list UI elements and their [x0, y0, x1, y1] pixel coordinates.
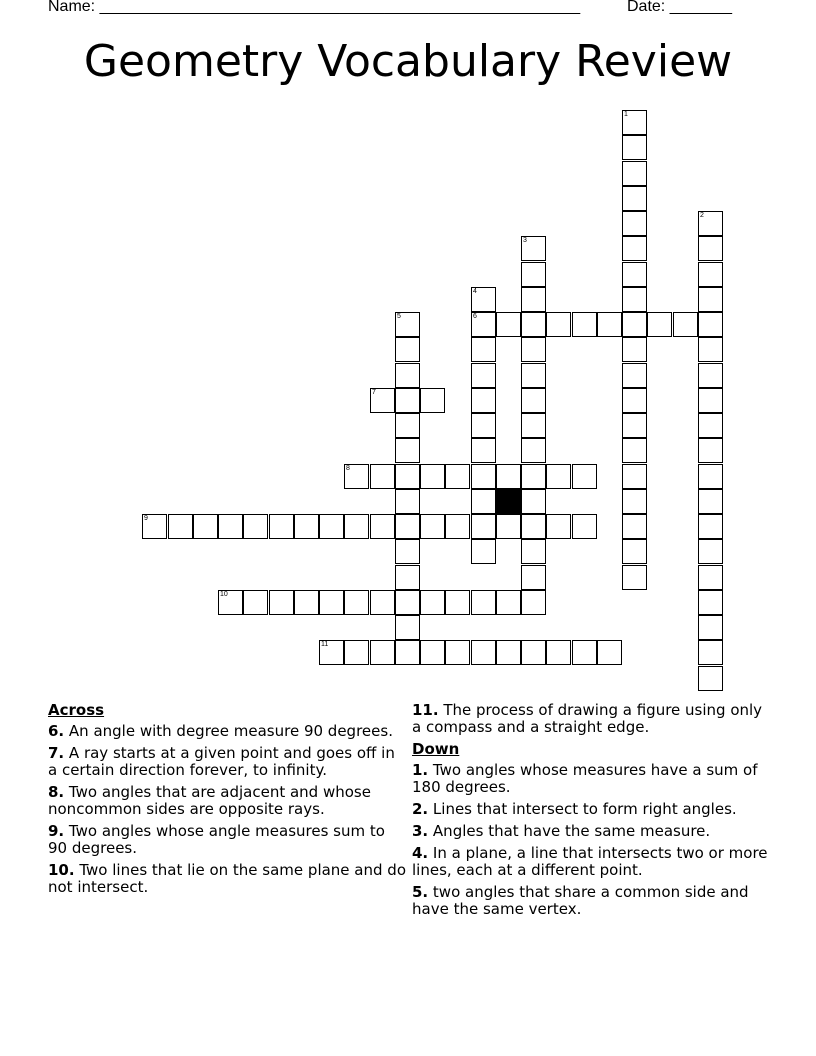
crossword-cell[interactable]: [622, 287, 647, 312]
crossword-cell[interactable]: [572, 464, 597, 489]
across-heading: Across: [48, 701, 105, 719]
name-field[interactable]: Name: ______________________________________________________: [48, 0, 581, 15]
crossword-cell[interactable]: [698, 438, 723, 463]
clue-text: The process of drawing a figure using only a compass and a straight edge.: [412, 701, 763, 736]
crossword-cell[interactable]: [269, 514, 294, 539]
crossword-cell[interactable]: [395, 565, 420, 590]
clue-down-5: [412, 884, 772, 918]
crossword-cell[interactable]: [420, 388, 445, 413]
clue-number: 3.: [412, 822, 429, 840]
crossword-cell[interactable]: [319, 590, 344, 615]
crossword-cell[interactable]: [269, 590, 294, 615]
crossword-cell[interactable]: [622, 161, 647, 186]
crossword-cell[interactable]: [622, 211, 647, 236]
clue-number: 7.: [48, 744, 65, 762]
crossword-cell[interactable]: [471, 287, 496, 312]
crossword-cell[interactable]: [521, 590, 546, 615]
crossword-cell[interactable]: [521, 464, 546, 489]
cell-number: 2: [700, 212, 704, 219]
crossword-cell[interactable]: [597, 312, 622, 337]
clues-left-column: [48, 702, 408, 901]
crossword-cell[interactable]: [319, 640, 344, 665]
crossword-cell[interactable]: [395, 464, 420, 489]
crossword-cell[interactable]: [344, 640, 369, 665]
crossword-cell[interactable]: [344, 464, 369, 489]
crossword-cell[interactable]: [218, 514, 243, 539]
crossword-cell[interactable]: [420, 464, 445, 489]
crossword-cell[interactable]: [420, 514, 445, 539]
crossword-cell[interactable]: [622, 363, 647, 388]
clue-text: In a plane, a line that intersects two or more lines, each at a different point.: [412, 844, 768, 879]
crossword-cell[interactable]: [622, 236, 647, 261]
clue-across-9: [48, 823, 408, 857]
crossword-cell[interactable]: [521, 514, 546, 539]
crossword-cell[interactable]: [420, 590, 445, 615]
crossword-cell[interactable]: [294, 514, 319, 539]
crossword-cell[interactable]: [395, 539, 420, 564]
crossword-cell[interactable]: [319, 514, 344, 539]
crossword-cell[interactable]: [370, 590, 395, 615]
clue-text: Two lines that lie on the same plane and do not intersect.: [48, 861, 406, 896]
crossword-cell[interactable]: [395, 363, 420, 388]
crossword-cell[interactable]: [168, 514, 193, 539]
crossword-cell[interactable]: [496, 640, 521, 665]
crossword-cell[interactable]: [471, 514, 496, 539]
crossword-cell[interactable]: [622, 388, 647, 413]
down-heading: Down: [412, 740, 460, 758]
crossword-cell[interactable]: [471, 590, 496, 615]
crossword-cell[interactable]: [521, 565, 546, 590]
crossword-cell[interactable]: [572, 640, 597, 665]
crossword-cell[interactable]: [698, 565, 723, 590]
clue-down-4: [412, 845, 772, 879]
crossword-cell[interactable]: [698, 539, 723, 564]
crossword-cell[interactable]: [622, 110, 647, 135]
crossword-cell[interactable]: [395, 514, 420, 539]
crossword-cell[interactable]: [294, 590, 319, 615]
crossword-cell[interactable]: [445, 464, 470, 489]
crossword-cell[interactable]: [622, 413, 647, 438]
cell-number: 11: [321, 641, 329, 648]
crossword-cell[interactable]: [395, 312, 420, 337]
crossword-cell[interactable]: [572, 312, 597, 337]
cell-number: 8: [346, 465, 350, 472]
crossword-cell[interactable]: [370, 464, 395, 489]
clue-down-3: [412, 823, 772, 840]
crossword-cell[interactable]: [622, 514, 647, 539]
clue-across-10: [48, 862, 408, 896]
crossword-cell[interactable]: [521, 363, 546, 388]
crossword-cell[interactable]: [471, 312, 496, 337]
crossword-cell[interactable]: [496, 312, 521, 337]
crossword-cell[interactable]: [521, 337, 546, 362]
crossword-cell[interactable]: [622, 262, 647, 287]
crossword-cell[interactable]: [395, 337, 420, 362]
crossword-cell[interactable]: [597, 640, 622, 665]
crossword-cell[interactable]: [698, 211, 723, 236]
clue-text: An angle with degree measure 90 degrees.: [68, 722, 393, 740]
crossword-cell[interactable]: [395, 438, 420, 463]
clue-across-8: [48, 784, 408, 818]
cell-number: 4: [473, 288, 477, 295]
crossword-cell[interactable]: [471, 464, 496, 489]
crossword-cell[interactable]: [572, 514, 597, 539]
crossword-cell[interactable]: [698, 388, 723, 413]
cell-number: 5: [397, 313, 401, 320]
crossword-cell[interactable]: [445, 590, 470, 615]
crossword-cell[interactable]: [647, 312, 672, 337]
crossword-cell[interactable]: [496, 514, 521, 539]
clue-number: 2.: [412, 800, 429, 818]
clue-number: 8.: [48, 783, 65, 801]
clue-number: 4.: [412, 844, 429, 862]
crossword-cell[interactable]: [243, 514, 268, 539]
crossword-black-cell: [496, 489, 521, 514]
crossword-cell[interactable]: [698, 666, 723, 691]
crossword-cell[interactable]: [471, 337, 496, 362]
crossword-cell[interactable]: [698, 287, 723, 312]
crossword-cell[interactable]: [471, 388, 496, 413]
crossword-cell[interactable]: [698, 590, 723, 615]
crossword-cell[interactable]: [344, 590, 369, 615]
crossword-cell[interactable]: [698, 615, 723, 640]
clue-number: 5.: [412, 883, 429, 901]
crossword-cell[interactable]: [445, 514, 470, 539]
crossword-cell[interactable]: [521, 413, 546, 438]
cell-number: 9: [144, 515, 148, 522]
cell-number: 10: [220, 591, 228, 598]
crossword-cell[interactable]: [471, 640, 496, 665]
crossword-cell[interactable]: [395, 640, 420, 665]
crossword-cell[interactable]: [546, 312, 571, 337]
crossword-cell[interactable]: [395, 615, 420, 640]
crossword-cell[interactable]: [622, 539, 647, 564]
clue-number: 10.: [48, 861, 75, 879]
crossword-cell[interactable]: [521, 312, 546, 337]
crossword-cell[interactable]: [622, 337, 647, 362]
crossword-cell[interactable]: [698, 363, 723, 388]
cell-number: 6: [473, 313, 477, 320]
crossword-cell[interactable]: [698, 262, 723, 287]
clue-text: two angles that share a common side and have the same vertex.: [412, 883, 749, 918]
crossword-cell[interactable]: [521, 262, 546, 287]
crossword-cell[interactable]: [698, 236, 723, 261]
crossword-cell[interactable]: [142, 514, 167, 539]
crossword-cell[interactable]: [471, 413, 496, 438]
clue-across-6: [48, 723, 408, 740]
crossword-cell[interactable]: [521, 388, 546, 413]
crossword-cell[interactable]: [698, 640, 723, 665]
crossword-cell[interactable]: [546, 464, 571, 489]
cell-number: 3: [523, 237, 527, 244]
crossword-cell[interactable]: [698, 312, 723, 337]
crossword-cell[interactable]: [445, 640, 470, 665]
crossword-cell[interactable]: [698, 413, 723, 438]
clue-number: 6.: [48, 722, 65, 740]
crossword-cell[interactable]: [521, 287, 546, 312]
crossword-cell[interactable]: [622, 135, 647, 160]
clue-text: Two angles whose measures have a sum of 180 degrees.: [412, 761, 758, 796]
clue-text: Angles that have the same measure.: [432, 822, 711, 840]
crossword-cell[interactable]: [471, 489, 496, 514]
date-field[interactable]: Date: _______: [627, 0, 732, 15]
crossword-cell[interactable]: [521, 489, 546, 514]
crossword-cell[interactable]: [622, 489, 647, 514]
clue-text: Two angles that are adjacent and whose noncommon sides are opposite rays.: [48, 783, 371, 818]
crossword-cell[interactable]: [622, 565, 647, 590]
crossword-cell[interactable]: [370, 388, 395, 413]
crossword-cell[interactable]: [521, 539, 546, 564]
crossword-cell[interactable]: [521, 640, 546, 665]
crossword-cell[interactable]: [622, 186, 647, 211]
crossword-cell[interactable]: [395, 413, 420, 438]
clue-text: Two angles whose angle measures sum to 90 degrees.: [48, 822, 385, 857]
crossword-cell[interactable]: [370, 640, 395, 665]
crossword-cell[interactable]: [218, 590, 243, 615]
crossword-cell[interactable]: [698, 489, 723, 514]
crossword-cell[interactable]: [496, 464, 521, 489]
clue-across-11: [412, 702, 772, 736]
crossword-cell[interactable]: [622, 312, 647, 337]
clue-text: A ray starts at a given point and goes off in a certain direction forever, to infinity.: [48, 744, 395, 779]
clue-number: 1.: [412, 761, 429, 779]
page-title: Geometry Vocabulary Review: [83, 36, 733, 87]
crossword-cell[interactable]: [698, 337, 723, 362]
crossword-cell[interactable]: [521, 438, 546, 463]
crossword-cell[interactable]: [420, 640, 445, 665]
clue-down-1: [412, 762, 772, 796]
crossword-cell[interactable]: [471, 363, 496, 388]
crossword-cell[interactable]: [521, 236, 546, 261]
crossword-cell[interactable]: [395, 388, 420, 413]
crossword-cell[interactable]: [395, 590, 420, 615]
crossword-cell[interactable]: [698, 464, 723, 489]
crossword-cell[interactable]: [546, 640, 571, 665]
crossword-cell[interactable]: [370, 514, 395, 539]
crossword-cell[interactable]: [622, 464, 647, 489]
crossword-cell[interactable]: [496, 590, 521, 615]
crossword-cell[interactable]: [471, 539, 496, 564]
cell-number: 7: [372, 389, 376, 396]
crossword-cell[interactable]: [193, 514, 218, 539]
clue-number: 11.: [412, 701, 439, 719]
crossword-cell[interactable]: [344, 514, 369, 539]
crossword-cell[interactable]: [471, 438, 496, 463]
cell-number: 1: [624, 111, 628, 118]
clue-number: 9.: [48, 822, 65, 840]
crossword-cell[interactable]: [243, 590, 268, 615]
clue-text: Lines that intersect to form right angles.: [432, 800, 737, 818]
crossword-cell[interactable]: [673, 312, 698, 337]
clue-down-2: [412, 801, 772, 818]
clue-across-7: [48, 745, 408, 779]
crossword-cell[interactable]: [395, 489, 420, 514]
crossword-cell[interactable]: [622, 438, 647, 463]
crossword-cell[interactable]: [698, 514, 723, 539]
crossword-cell[interactable]: [546, 514, 571, 539]
clues-right-column: [412, 702, 772, 923]
